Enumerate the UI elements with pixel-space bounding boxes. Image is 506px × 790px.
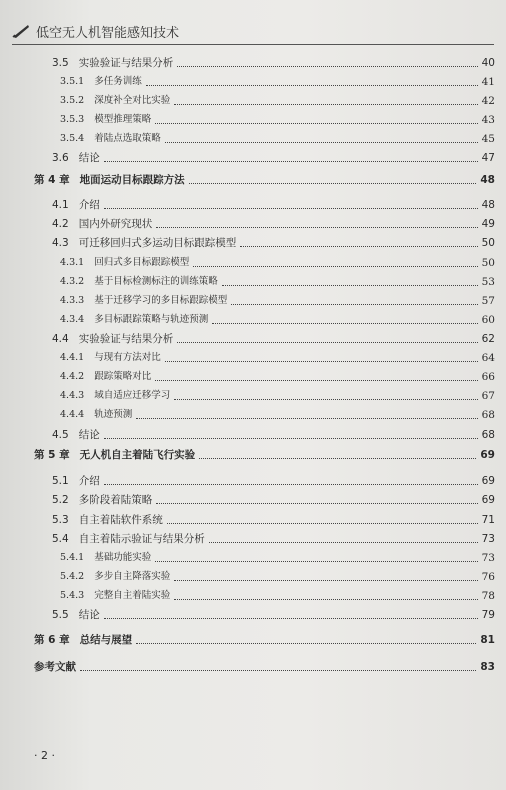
toc-number: 5.4.2 — [60, 571, 85, 582]
dot-leader — [155, 560, 477, 562]
toc-number: 4.3 — [52, 237, 69, 249]
toc-page-number: 68 — [481, 409, 495, 421]
toc-number: 4.4.4 — [60, 409, 85, 420]
toc-number: 4.4.1 — [60, 352, 85, 363]
toc-title: 结论 — [78, 609, 100, 621]
toc-section-row — [60, 256, 495, 270]
toc-section-row — [52, 493, 495, 507]
toc-page-number: 47 — [481, 152, 495, 164]
toc-number: 4.3.2 — [60, 276, 85, 287]
toc-page-number: 53 — [481, 276, 495, 288]
toc-chapter-row — [34, 448, 495, 462]
toc-page-number: 78 — [481, 590, 495, 602]
toc-title: 实验验证与结果分析 — [78, 57, 174, 69]
toc-section-row — [52, 236, 495, 250]
toc-section-row — [60, 75, 495, 89]
toc-chapter-row — [34, 633, 495, 647]
toc-page-number: 57 — [481, 295, 495, 307]
toc-title: 介绍 — [78, 475, 100, 487]
toc-page-number: 66 — [481, 371, 495, 383]
dot-leader — [212, 322, 477, 324]
page-number: · 2 · — [34, 749, 55, 762]
toc-page-number: 73 — [481, 533, 495, 545]
toc-title: 深度补全对比实验 — [94, 95, 171, 106]
toc-title: 多阶段着陆策略 — [78, 494, 153, 506]
toc-title: 总结与展望 — [79, 634, 133, 646]
dot-leader — [104, 483, 478, 485]
toc-number: 3.5.1 — [60, 76, 85, 87]
toc-number: 3.6 — [52, 152, 69, 164]
toc-title: 与现有方法对比 — [94, 352, 161, 363]
toc-page-number: 42 — [481, 95, 495, 107]
toc-page-number: 69 — [480, 449, 495, 461]
dot-leader — [165, 141, 478, 143]
toc-number: 4.3.3 — [60, 295, 85, 306]
dot-leader — [104, 207, 478, 209]
toc-page-number: 81 — [480, 634, 495, 646]
dot-leader — [136, 417, 477, 419]
toc-section-row — [60, 94, 495, 108]
toc-page-number: 62 — [481, 333, 495, 345]
toc-number: 3.5 — [52, 57, 69, 69]
toc-section-row — [60, 132, 495, 146]
toc-title: 介绍 — [78, 199, 100, 211]
toc-page-number: 43 — [481, 114, 495, 126]
toc-section-row — [60, 351, 495, 365]
toc-title: 结论 — [78, 429, 100, 441]
toc-title: 国内外研究现状 — [78, 218, 153, 230]
toc-page-number: 67 — [481, 390, 495, 402]
dot-leader — [240, 245, 477, 247]
toc-page-number: 41 — [481, 76, 495, 88]
toc-page-number: 49 — [481, 218, 495, 230]
toc-section-row — [60, 275, 495, 289]
toc-page-number: 50 — [481, 257, 495, 269]
toc-number: 5.4.3 — [60, 590, 85, 601]
toc-title: 完整自主着陆实验 — [94, 590, 171, 601]
dot-leader — [222, 284, 478, 286]
toc-title: 模型推理策略 — [94, 114, 152, 125]
dot-leader — [104, 617, 478, 619]
toc-page-number: 60 — [481, 314, 495, 326]
dot-leader — [167, 522, 478, 524]
toc-number: 5.4.1 — [60, 552, 85, 563]
toc-chapter-row — [34, 660, 495, 674]
dot-leader — [174, 398, 477, 400]
toc-section-row — [60, 313, 495, 327]
toc-title: 自主着陆软件系统 — [78, 514, 163, 526]
dot-leader — [174, 103, 477, 105]
toc-title: 回归式多目标跟踪模型 — [94, 257, 190, 268]
toc-section-row — [52, 217, 495, 231]
toc-page-number: 50 — [481, 237, 495, 249]
toc-number: 5.3 — [52, 514, 69, 526]
dot-leader — [156, 502, 477, 504]
dot-leader — [155, 122, 477, 124]
dot-leader — [177, 341, 477, 343]
toc-title: 域自适应迁移学习 — [94, 390, 171, 401]
toc-section-row — [52, 532, 495, 546]
toc-number: 第 6 章 — [34, 634, 70, 646]
toc-title: 可迁移回归式多运动目标跟踪模型 — [78, 237, 237, 249]
toc-title: 多步自主降落实验 — [94, 571, 171, 582]
toc-section-row — [52, 151, 495, 165]
toc-title: 基于迁移学习的多目标跟踪模型 — [94, 295, 228, 306]
toc-page-number: 64 — [481, 352, 495, 364]
dot-leader — [193, 265, 477, 267]
book-title: 低空无人机智能感知技术 — [36, 25, 180, 41]
toc-number: 4.3.4 — [60, 314, 85, 325]
toc-number: 5.2 — [52, 494, 69, 506]
toc-page-number: 48 — [480, 174, 495, 186]
toc-number: 第 5 章 — [34, 449, 70, 461]
toc-section-row — [60, 389, 495, 403]
toc-page-number: 48 — [481, 199, 495, 211]
toc-title: 多任务训练 — [94, 76, 142, 87]
toc-number: 4.3.1 — [60, 257, 85, 268]
dot-leader — [104, 160, 478, 162]
toc-section-row — [52, 428, 495, 442]
toc-number: 3.5.2 — [60, 95, 85, 106]
dot-leader — [174, 579, 477, 581]
toc-number: 第 4 章 — [34, 174, 70, 186]
toc-title: 基础功能实验 — [94, 552, 152, 563]
toc-title: 自主着陆示验证与结果分析 — [78, 533, 205, 545]
toc-number: 4.2 — [52, 218, 69, 230]
toc-section-row — [60, 294, 495, 308]
dot-leader — [209, 541, 478, 543]
toc-section-row — [52, 513, 495, 527]
dot-leader — [165, 360, 478, 362]
dot-leader — [156, 226, 477, 228]
toc-page-number: 79 — [481, 609, 495, 621]
toc-title: 参考文献 — [34, 661, 76, 673]
dot-leader — [174, 598, 477, 600]
toc-title: 跟踪策略对比 — [94, 371, 152, 382]
toc-section-row — [60, 408, 495, 422]
dot-leader — [155, 379, 477, 381]
toc-section-row — [52, 332, 495, 346]
toc-number: 4.4.3 — [60, 390, 85, 401]
dot-leader — [199, 457, 476, 459]
toc-section-row — [60, 370, 495, 384]
toc-chapter-row — [34, 173, 495, 187]
toc-number: 4.5 — [52, 429, 69, 441]
dot-leader — [189, 182, 477, 184]
toc-page-number: 69 — [481, 494, 495, 506]
dot-leader — [136, 642, 476, 644]
toc-title: 着陆点选取策略 — [94, 133, 161, 144]
toc-number: 4.1 — [52, 199, 69, 211]
toc-page-number: 45 — [481, 133, 495, 145]
toc-section-row — [60, 113, 495, 127]
toc-title: 地面运动目标跟踪方法 — [79, 174, 185, 186]
toc-section-row — [60, 589, 495, 603]
toc-number: 5.1 — [52, 475, 69, 487]
dot-leader — [80, 669, 476, 671]
toc-number: 4.4.2 — [60, 371, 85, 382]
toc-section-row — [52, 56, 495, 70]
toc-section-row — [52, 608, 495, 622]
toc-page-number: 69 — [481, 475, 495, 487]
toc-title: 实验验证与结果分析 — [78, 333, 174, 345]
toc-page-number: 73 — [481, 552, 495, 564]
toc-number: 3.5.3 — [60, 114, 85, 125]
dot-leader — [104, 437, 478, 439]
toc-number: 4.4 — [52, 333, 69, 345]
toc-section-row — [52, 198, 495, 212]
toc-section-row — [60, 570, 495, 584]
toc-page-number: 40 — [481, 57, 495, 69]
toc-title: 基于目标检测标注的训练策略 — [94, 276, 218, 287]
toc-title: 多目标跟踪策略与轨迹预测 — [94, 314, 209, 325]
toc-page-number: 83 — [480, 661, 495, 673]
toc-section-row — [60, 551, 495, 565]
dot-leader — [231, 303, 477, 305]
toc-page-number: 76 — [481, 571, 495, 583]
toc-title: 无人机自主着陆飞行实验 — [79, 449, 196, 461]
toc-title: 结论 — [78, 152, 100, 164]
toc-number: 5.4 — [52, 533, 69, 545]
dot-leader — [146, 84, 478, 86]
toc-section-row — [52, 474, 495, 488]
toc-page-number: 71 — [481, 514, 495, 526]
toc-title: 轨迹预测 — [94, 409, 133, 420]
dot-leader — [177, 65, 477, 67]
toc-number: 5.5 — [52, 609, 69, 621]
toc-number: 3.5.4 — [60, 133, 85, 144]
toc-page-number: 68 — [481, 429, 495, 441]
